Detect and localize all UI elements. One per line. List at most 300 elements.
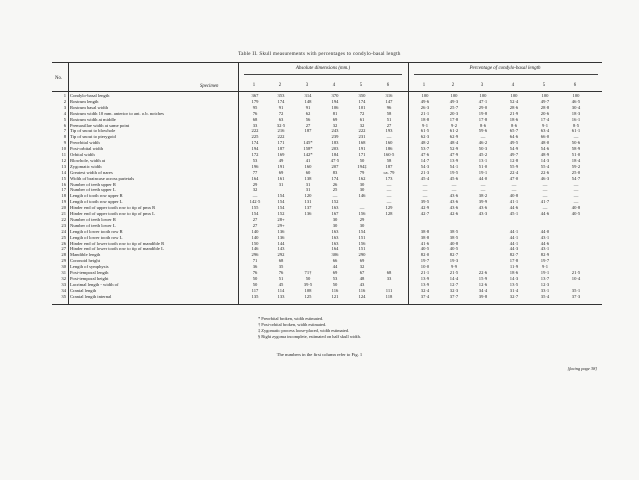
percentage-value: 47·9 (449, 152, 459, 157)
percentage-value: 32·4 (420, 287, 430, 293)
percentage-value: 100 (510, 93, 518, 98)
absolute-value: 95 (252, 104, 258, 110)
percentage-value: 51·0 (478, 163, 488, 169)
percentage-value: 20·3 (449, 110, 459, 116)
row-number: 24 (61, 228, 66, 234)
measurement-label: Post-temporal length (70, 270, 109, 275)
absolute-value: 47·5 (330, 157, 340, 163)
percentage-value: 40·5 (571, 211, 581, 216)
percentage-value: 44·1 (509, 228, 519, 234)
percentage-value: 21·1 (420, 110, 430, 116)
top-rule (52, 62, 602, 63)
absolute-value: 222 (251, 128, 259, 134)
absolute-value: 194‡ (357, 163, 367, 169)
absolute-value: 151 (358, 234, 366, 240)
absolute-value: 146 (251, 246, 259, 252)
percentage-value: 9·2 (450, 122, 458, 128)
measurement-label: Rostrum length (70, 98, 99, 104)
row-number: 13 (61, 163, 66, 169)
absolute-value: — (386, 187, 392, 193)
row-number: 15 (61, 175, 66, 181)
percentage-value: 13·5 (509, 281, 519, 287)
measurement-label: Lacrimal length - width of (70, 281, 119, 287)
percentage-value: 62·3 (420, 134, 430, 140)
percentage-col-4: 4 (511, 83, 515, 88)
absolute-value: — (359, 205, 365, 211)
absolute-value: 196 (251, 163, 259, 169)
percentage-col-5: 5 (542, 83, 546, 88)
percentage-value: 10·4 (571, 275, 581, 281)
measurement-label: Rostrum width at middle (70, 116, 116, 122)
row-number: 34 (61, 287, 66, 293)
percentage-value: 21·5 (449, 270, 459, 275)
absolute-value: 187 (385, 163, 393, 169)
absolute-value: 27 (252, 216, 258, 222)
percentage-value: 52·4 (509, 98, 519, 104)
figure-note: The numbers in the first column refer to Fig. 1 (276, 352, 363, 357)
row-number: 25 (61, 234, 66, 240)
absolute-value: 32 (252, 187, 258, 193)
absolute-value: 96 (386, 104, 392, 110)
absolute-value: 370 (331, 93, 339, 98)
absolute-value: 50 (332, 281, 338, 287)
percentage-value: 13·9 (420, 275, 430, 281)
absolute-value: 194 (331, 98, 339, 104)
measurement-label: Length of tooth row upper R (70, 193, 123, 199)
measurement-label: Preorbital width (70, 140, 100, 146)
absolute-col-3: 3 (305, 83, 309, 88)
measurement-label: Length of symphysis (70, 264, 109, 270)
percentage-value: 19·5 (449, 169, 459, 175)
absolute-value: 160 (304, 163, 312, 169)
percentage-value: 54·1 (449, 163, 459, 169)
absolute-value: 30 (359, 187, 365, 193)
absolute-value: 225 (251, 134, 259, 140)
percentage-value: 21·9 (509, 110, 519, 116)
percentage-value: 40·8 (571, 205, 581, 211)
absolute-value: 171 (277, 140, 285, 146)
percentage-value: 18·6 (509, 270, 519, 275)
footnote: § Right zygoma incomplete, estimated on half skull width. (258, 334, 361, 339)
absolute-value: 147 (385, 98, 393, 104)
absolute-value: 27 (252, 222, 258, 228)
percentage-value: 48·0 (540, 140, 550, 146)
percentage-value: 59·2 (571, 163, 581, 169)
percentage-value: 42·6 (449, 211, 459, 216)
percentage-value: 54·3 (420, 163, 430, 169)
measurement-label: Tip of snout to blowhole (70, 128, 116, 134)
percentage-value: 44·0 (478, 175, 488, 181)
absolute-col-6: 6 (386, 83, 390, 88)
absolute-value: 154 (277, 205, 285, 211)
percentage-value: 37·7 (449, 293, 459, 299)
absolute-value: — (332, 193, 338, 199)
measurement-label: Width of braincase across parietals (70, 175, 135, 181)
percentage-value: 48·9 (540, 152, 550, 157)
percentage-value: 59·6 (478, 128, 488, 134)
absolute-value: 56 (305, 116, 311, 122)
absolute-value: 62 (305, 110, 311, 116)
row-number: 4 (63, 110, 66, 116)
percentage-value: 35·4 (540, 293, 550, 299)
absolute-value: 76 (278, 270, 284, 275)
absolute-value: 76 (252, 110, 258, 116)
percentage-value: 38·2 (478, 193, 488, 199)
row-number: 28 (61, 252, 66, 258)
percentage-value: — (480, 187, 486, 193)
absolute-value: 48 (359, 275, 365, 281)
percentage-value: 44·1 (509, 240, 519, 246)
percentage-value: 9·1 (541, 264, 549, 270)
no-column-header: No. (55, 76, 63, 81)
measurement-label: Hinder end of upper tooth row to tip of pmx L (70, 211, 155, 216)
percentage-value: — (573, 134, 579, 140)
percentage-value: 19·3 (449, 258, 459, 264)
percentage-value: 21·1 (420, 270, 430, 275)
percentage-value: 12·3 (540, 281, 550, 287)
percentage-value: 38·8 (420, 228, 430, 234)
percentage-value: 28·8 (540, 104, 550, 110)
absolute-value: 111 (385, 287, 393, 293)
percentage-value: 25·7 (449, 104, 459, 110)
percentage-value: 43·6 (478, 205, 488, 211)
absolute-value: 41 (305, 157, 311, 163)
row-number: 19 (61, 199, 66, 205)
absolute-value: — (386, 193, 392, 199)
percentage-value: 100 (479, 93, 487, 98)
percentage-value: 39·8 (478, 293, 488, 299)
footnote: * Preorbital broken, width estimated. (258, 316, 324, 321)
absolute-value: 158* (303, 146, 313, 152)
percentage-value: 49·5 (509, 140, 519, 146)
page-reference: [facing page 38] (567, 366, 597, 371)
absolute-value: 32·5 (276, 122, 286, 128)
absolute-col-4: 4 (332, 83, 336, 88)
absolute-value: 50 (252, 275, 258, 281)
percentage-value: 61·2 (449, 128, 459, 134)
percentage-value: 9·9 (450, 264, 458, 270)
absolute-value: 216 (277, 128, 285, 134)
percentage-value: 50·3 (478, 146, 488, 152)
percentage-value: 13·1 (478, 157, 488, 163)
absolute-value: 353 (277, 93, 285, 98)
percentage-value: 18·6 (509, 116, 519, 122)
percentage-value: 17·8 (449, 116, 459, 122)
absolute-value: 69 (278, 169, 284, 175)
absolute-col-1: 1 (252, 83, 256, 88)
percentage-value: 41·7 (540, 199, 550, 205)
percentage-value: 11·9 (509, 264, 519, 270)
absolute-value: 32 (359, 264, 365, 270)
absolute-value: 33 (386, 275, 392, 281)
percentage-value: 41·1 (509, 199, 519, 205)
percentage-value: 12·7 (449, 281, 459, 287)
absolute-value: 187 (304, 128, 312, 134)
absolute-value: 142* (303, 152, 313, 157)
percentage-value: 58·9 (571, 146, 581, 152)
absolute-value: 173 (385, 175, 393, 181)
percentage-value: 40·5 (449, 246, 459, 252)
percentage-value: 44·0 (540, 228, 550, 234)
absolute-value: 91 (278, 104, 284, 110)
percentage-value: 37·3 (571, 293, 581, 299)
percentage-value: 53·7 (420, 146, 430, 152)
absolute-col-2: 2 (278, 83, 282, 88)
percentage-value: 42·9 (420, 205, 430, 211)
row-number: 6 (63, 122, 66, 128)
percentage-value: 40·5 (420, 246, 430, 252)
measurement-label: Condylo-basal length (70, 93, 110, 98)
percentage-value: 44·1 (509, 234, 519, 240)
absolute-value: 194 (251, 146, 259, 152)
absolute-value: 163 (331, 205, 339, 211)
absolute-value: 31 (278, 181, 284, 187)
absolute-value: 35 (278, 264, 284, 270)
absolute-value: 296 (251, 252, 259, 258)
absolute-value: 44 (332, 264, 338, 270)
absolute-value: 306 (331, 252, 339, 258)
percentage-value: 10·0 (420, 264, 430, 270)
percentage-value: 48·4 (449, 140, 459, 146)
absolute-value: 68 (252, 116, 258, 122)
absolute-value: 116 (358, 287, 366, 293)
measurement-label: Mandible length (70, 252, 101, 258)
absolute-value: 71† (304, 270, 312, 275)
absolute-value: 50 (305, 275, 311, 281)
absolute-value: 183 (331, 140, 339, 146)
row-number: 9 (63, 140, 66, 146)
percentage-value: 49·6 (420, 98, 430, 104)
percentage-value: 41·6 (420, 240, 430, 246)
absolute-value: 67 (359, 270, 365, 275)
absolute-value: — (252, 193, 258, 199)
percentage-value: 21·3 (420, 169, 430, 175)
percentage-group-header: Percentage of condylo-basal length (469, 66, 541, 71)
absolute-value: 290 (358, 252, 366, 258)
absolute-value: 60 (305, 169, 311, 175)
absolute-value: 167 (331, 211, 339, 216)
absolute-value: 145* (303, 140, 313, 146)
percentage-value: 29·0 (478, 104, 488, 110)
percentage-value: 44·6 (540, 211, 550, 216)
percentage-value: 9·1 (541, 122, 549, 128)
absolute-value: 51 (386, 116, 392, 122)
percentage-value: 14·3 (540, 157, 550, 163)
percentage-value: 44·6 (540, 240, 550, 246)
absolute-value: 118 (385, 293, 393, 299)
percentage-value: 46·5 (571, 98, 581, 104)
percentage-value: 62·9 (449, 134, 459, 140)
absolute-value: 207 (331, 163, 339, 169)
percentage-value: 45·6 (449, 175, 459, 181)
absolute-value: 61 (359, 116, 365, 122)
absolute-value: 152 (277, 211, 285, 216)
percentage-value: 82·7 (449, 252, 459, 258)
absolute-value: 69 (332, 116, 338, 122)
absolute-group-header: Absolute dimensions (mm.) (295, 66, 351, 71)
absolute-value: 160·5 (383, 152, 395, 157)
percentage-value: 20·6 (540, 110, 550, 116)
percentage-value: — (542, 181, 548, 187)
row-number: 14 (61, 169, 66, 175)
measurement-label: Length of tooth row upper L (70, 199, 123, 205)
percentage-value: 46·3 (540, 175, 550, 181)
percentage-value: 19·7 (540, 258, 550, 264)
absolute-value: 33 (252, 122, 258, 128)
absolute-value: 39·5 (303, 281, 313, 287)
measurement-label: Post-orbital width (70, 146, 104, 152)
absolute-value: 120 (304, 193, 312, 199)
percentage-value: 19·8 (478, 110, 488, 116)
percentage-value: 49·7 (509, 152, 519, 157)
absolute-col-5: 5 (359, 83, 363, 88)
percentage-value: 8·6 (479, 122, 487, 128)
row-number: 18 (61, 193, 66, 199)
percentage-value: 43·6 (449, 205, 459, 211)
measurement-label: Length of lower tooth row R (70, 228, 123, 234)
absolute-value: 83 (332, 169, 338, 175)
absolute-value: 32 (359, 122, 365, 128)
percentage-value: 46·2 (478, 140, 488, 146)
row-number: 10 (61, 146, 66, 152)
percentage-value: 43·6 (449, 193, 459, 199)
absolute-value: 314 (304, 93, 312, 98)
absolute-value: 184 (331, 152, 339, 157)
percentage-col-2: 2 (451, 83, 455, 88)
percentage-value: 44·3 (509, 246, 519, 252)
absolute-value: 114 (277, 287, 285, 293)
absolute-value: 133 (277, 293, 285, 299)
percentage-value: 32·7 (509, 293, 519, 299)
header-rule (52, 91, 602, 92)
row-number: 30 (61, 264, 66, 270)
absolute-value: 29+ (277, 222, 285, 228)
percentage-value: 13·9 (449, 157, 459, 163)
absolute-value: 146 (358, 193, 366, 199)
percentage-value: 14·7 (420, 157, 430, 163)
row-number: 32 (61, 275, 66, 281)
absolute-value: 161 (277, 175, 285, 181)
percentage-value: 18·4 (571, 157, 581, 163)
absolute-value: 72 (359, 110, 365, 116)
percentage-value: 17·8 (509, 258, 519, 264)
absolute-value: — (386, 199, 392, 205)
percentage-value: 43·1 (540, 246, 550, 252)
absolute-value: 136 (277, 234, 285, 240)
absolute-value: 156 (358, 211, 366, 216)
table-row (0, 294, 639, 300)
measurement-label: Number of teeth upper R (70, 181, 116, 187)
absolute-value: 164 (251, 175, 259, 181)
absolute-value: 142·5 (249, 199, 261, 205)
percentage-value: 63·4 (540, 128, 550, 134)
absolute-value: 129 (385, 205, 393, 211)
percentage-value: — (542, 205, 548, 211)
percentage-value: 22·6 (478, 270, 488, 275)
absolute-value: 116 (331, 287, 339, 293)
table-title: Table II. Skull measurements with percentages to condylo-basal length (238, 52, 401, 57)
percentage-value: 47·1 (478, 98, 488, 104)
absolute-value: 138 (304, 175, 312, 181)
percentage-value: 100 (572, 93, 580, 98)
absolute-value: 27 (386, 122, 392, 128)
absolute-value: 140 (251, 228, 259, 234)
percentage-value: 17·4 (540, 116, 550, 122)
absolute-value: 163 (331, 228, 339, 234)
absolute-value: 193 (385, 128, 393, 134)
percentage-value: 8·6 (510, 122, 518, 128)
measurement-label: Greatest width of nares (70, 169, 113, 175)
row-number: 11 (61, 152, 66, 157)
measurement-label: Zygomatic width (70, 163, 102, 169)
percentage-value: 44·6 (509, 205, 519, 211)
footnote: ‡ Zygomatic process loose-placed, width estimated. (258, 328, 350, 333)
percentage-value: 18·3 (571, 110, 581, 116)
percentage-value: — (542, 187, 548, 193)
percentage-value: 54·7 (571, 175, 581, 181)
absolute-value: 136 (304, 211, 312, 216)
absolute-value: 29 (359, 216, 365, 222)
percentage-value: 42·7 (420, 211, 430, 216)
absolute-value: 121 (331, 293, 339, 299)
absolute-value: 243 (331, 128, 339, 134)
percentage-value: 18·8 (420, 116, 430, 122)
percentage-value: 19·1 (540, 270, 550, 275)
absolute-value: 136 (277, 228, 285, 234)
absolute-value: 106 (331, 104, 339, 110)
absolute-value: 71 (252, 258, 258, 264)
percentage-value: 39·5 (420, 199, 430, 205)
measurement-label: Hinder end of lower tooth row to tip of mandible L (70, 246, 164, 252)
percentage-value: 65·7 (509, 128, 519, 134)
absolute-value: 50 (252, 281, 258, 287)
percentage-value: — (573, 181, 579, 187)
row-number: 8 (63, 134, 66, 140)
absolute-value: 191 (358, 146, 366, 152)
absolute-value: 32 (332, 122, 338, 128)
percentage-value: — (511, 181, 517, 187)
percentage-value: 47·6 (420, 152, 430, 157)
percentage-value: 25·0 (571, 169, 581, 175)
row-number: 16 (61, 181, 66, 187)
percentage-value: 12·6 (478, 281, 488, 287)
percentage-value: 43·3 (478, 211, 488, 216)
absolute-value: 43 (359, 281, 365, 287)
absolute-value: 25 (332, 187, 338, 193)
percentage-value: 19·7 (420, 258, 430, 264)
absolute-value: 68 (386, 270, 392, 275)
percentage-value: 37·4 (420, 293, 430, 299)
absolute-value: 31 (305, 187, 311, 193)
row-number: 26 (61, 240, 66, 246)
percentage-value: 13·9 (420, 281, 430, 287)
percentage-value: — (511, 187, 517, 193)
percentage-value: 43·6 (449, 199, 459, 205)
absolute-value: 171 (358, 152, 366, 157)
absolute-value: 222 (358, 128, 366, 134)
absolute-value: 155 (251, 205, 259, 211)
absolute-value: 162 (358, 175, 366, 181)
absolute-value: 108 (304, 287, 312, 293)
percentage-value: 66·0 (540, 134, 550, 140)
measurement-label: Blowhole, width at (70, 157, 106, 163)
absolute-value: 51 (278, 275, 284, 281)
measurement-label: Length of lower tooth row L (70, 234, 123, 240)
row-number: 3 (63, 104, 66, 110)
row-number: 27 (61, 246, 66, 252)
percentage-value: 45·2 (478, 152, 488, 157)
absolute-value: ca. 79 (383, 169, 395, 175)
